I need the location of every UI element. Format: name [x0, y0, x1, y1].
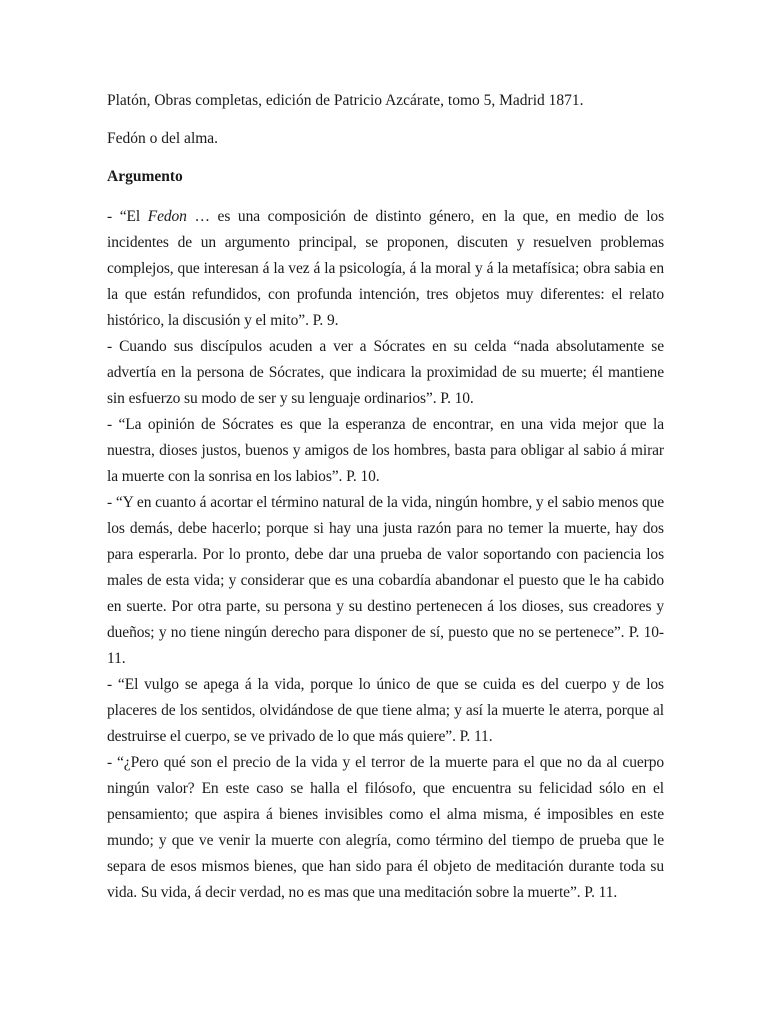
- work-title: Fedón o del alma.: [107, 130, 219, 147]
- quote-paragraph: - “Y en cuanto á acortar el término natural de la vida, ningún hombre, y el sabio menos que los demás, debe hacerlo; porque si hay una justa razón para no temer la muerte, hay dos para esperarla. Por lo pronto, debe dar una prueba de valor soportando con paciencia los males de esta vida; y considerar que es una cobardía abandonar el puesto que le ha cabido en suerte. Por otra parte, su persona y su destino pertenecen á los dioses, sus creadores y dueños; y no tiene ningún derecho para disponer de sí, puesto que no se pertenece”. P. 10-11.: [107, 494, 664, 667]
- quote-paragraph: [107, 204, 664, 334]
- section-heading: Argumento: [107, 168, 183, 185]
- source-citation: Platón, Obras completas, edición de Patricio Azcárate, tomo 5, Madrid 1871.: [107, 92, 584, 109]
- quote-paragraph: - Cuando sus discípulos acuden a ver a Sócrates en su celda “nada absolutamente se advertía en la persona de Sócrates, que indicara la proximidad de su muerte; él mantiene sin esfuerzo su modo de ser y su lenguaje ordinarios”. P. 10.: [107, 338, 664, 407]
- quote-paragraph: - “El vulgo se apega á la vida, porque lo único de que se cuida es del cuerpo y de los placeres de los sentidos, olvidándose de que tiene alma; y así la muerte le aterra, porque al destruirse el cuerpo, se ve privado de lo que más quiere”. P. 11.: [107, 676, 664, 745]
- quote-prefix: - “El: [107, 208, 148, 225]
- quote-paragraph: - “¿Pero qué son el precio de la vida y el terror de la muerte para el que no da al cuerpo ningún valor? En este caso se halla el filósofo, que encuentra su felicidad sólo en el pensamiento; que aspira á bienes invisibles como el alma misma, é imposibles en este mundo; y que ve venir la muerte con alegría, como término del tiempo de prueba que le separa de esos mismos bienes, que han sido para él objeto de meditación durante toda su vida. Su vida, á decir verdad, no es mas que una meditación sobre la muerte”. P. 11.: [107, 754, 664, 901]
- quote-paragraph: - “La opinión de Sócrates es que la esperanza de encontrar, en una vida mejor que la nuestra, dioses justos, buenos y amigos de los hombres, basta para obligar al sabio á mirar la muerte con la sonrisa en los labios”. P. 10.: [107, 416, 664, 485]
- quote-body: … es una composición de distinto género, en la que, en medio de los incidentes de un argumento principal, se proponen, discuten y resuelven problemas complejos, que interesan á la vez á la psicología, á la moral y á la metafísica; obra sabia en la que están refundidos, con profunda intención, tres objetos muy diferentes: el relato histórico, la discusión y el mito”. P. 9.: [107, 208, 664, 329]
- work-title-italic: Fedon: [147, 208, 187, 225]
